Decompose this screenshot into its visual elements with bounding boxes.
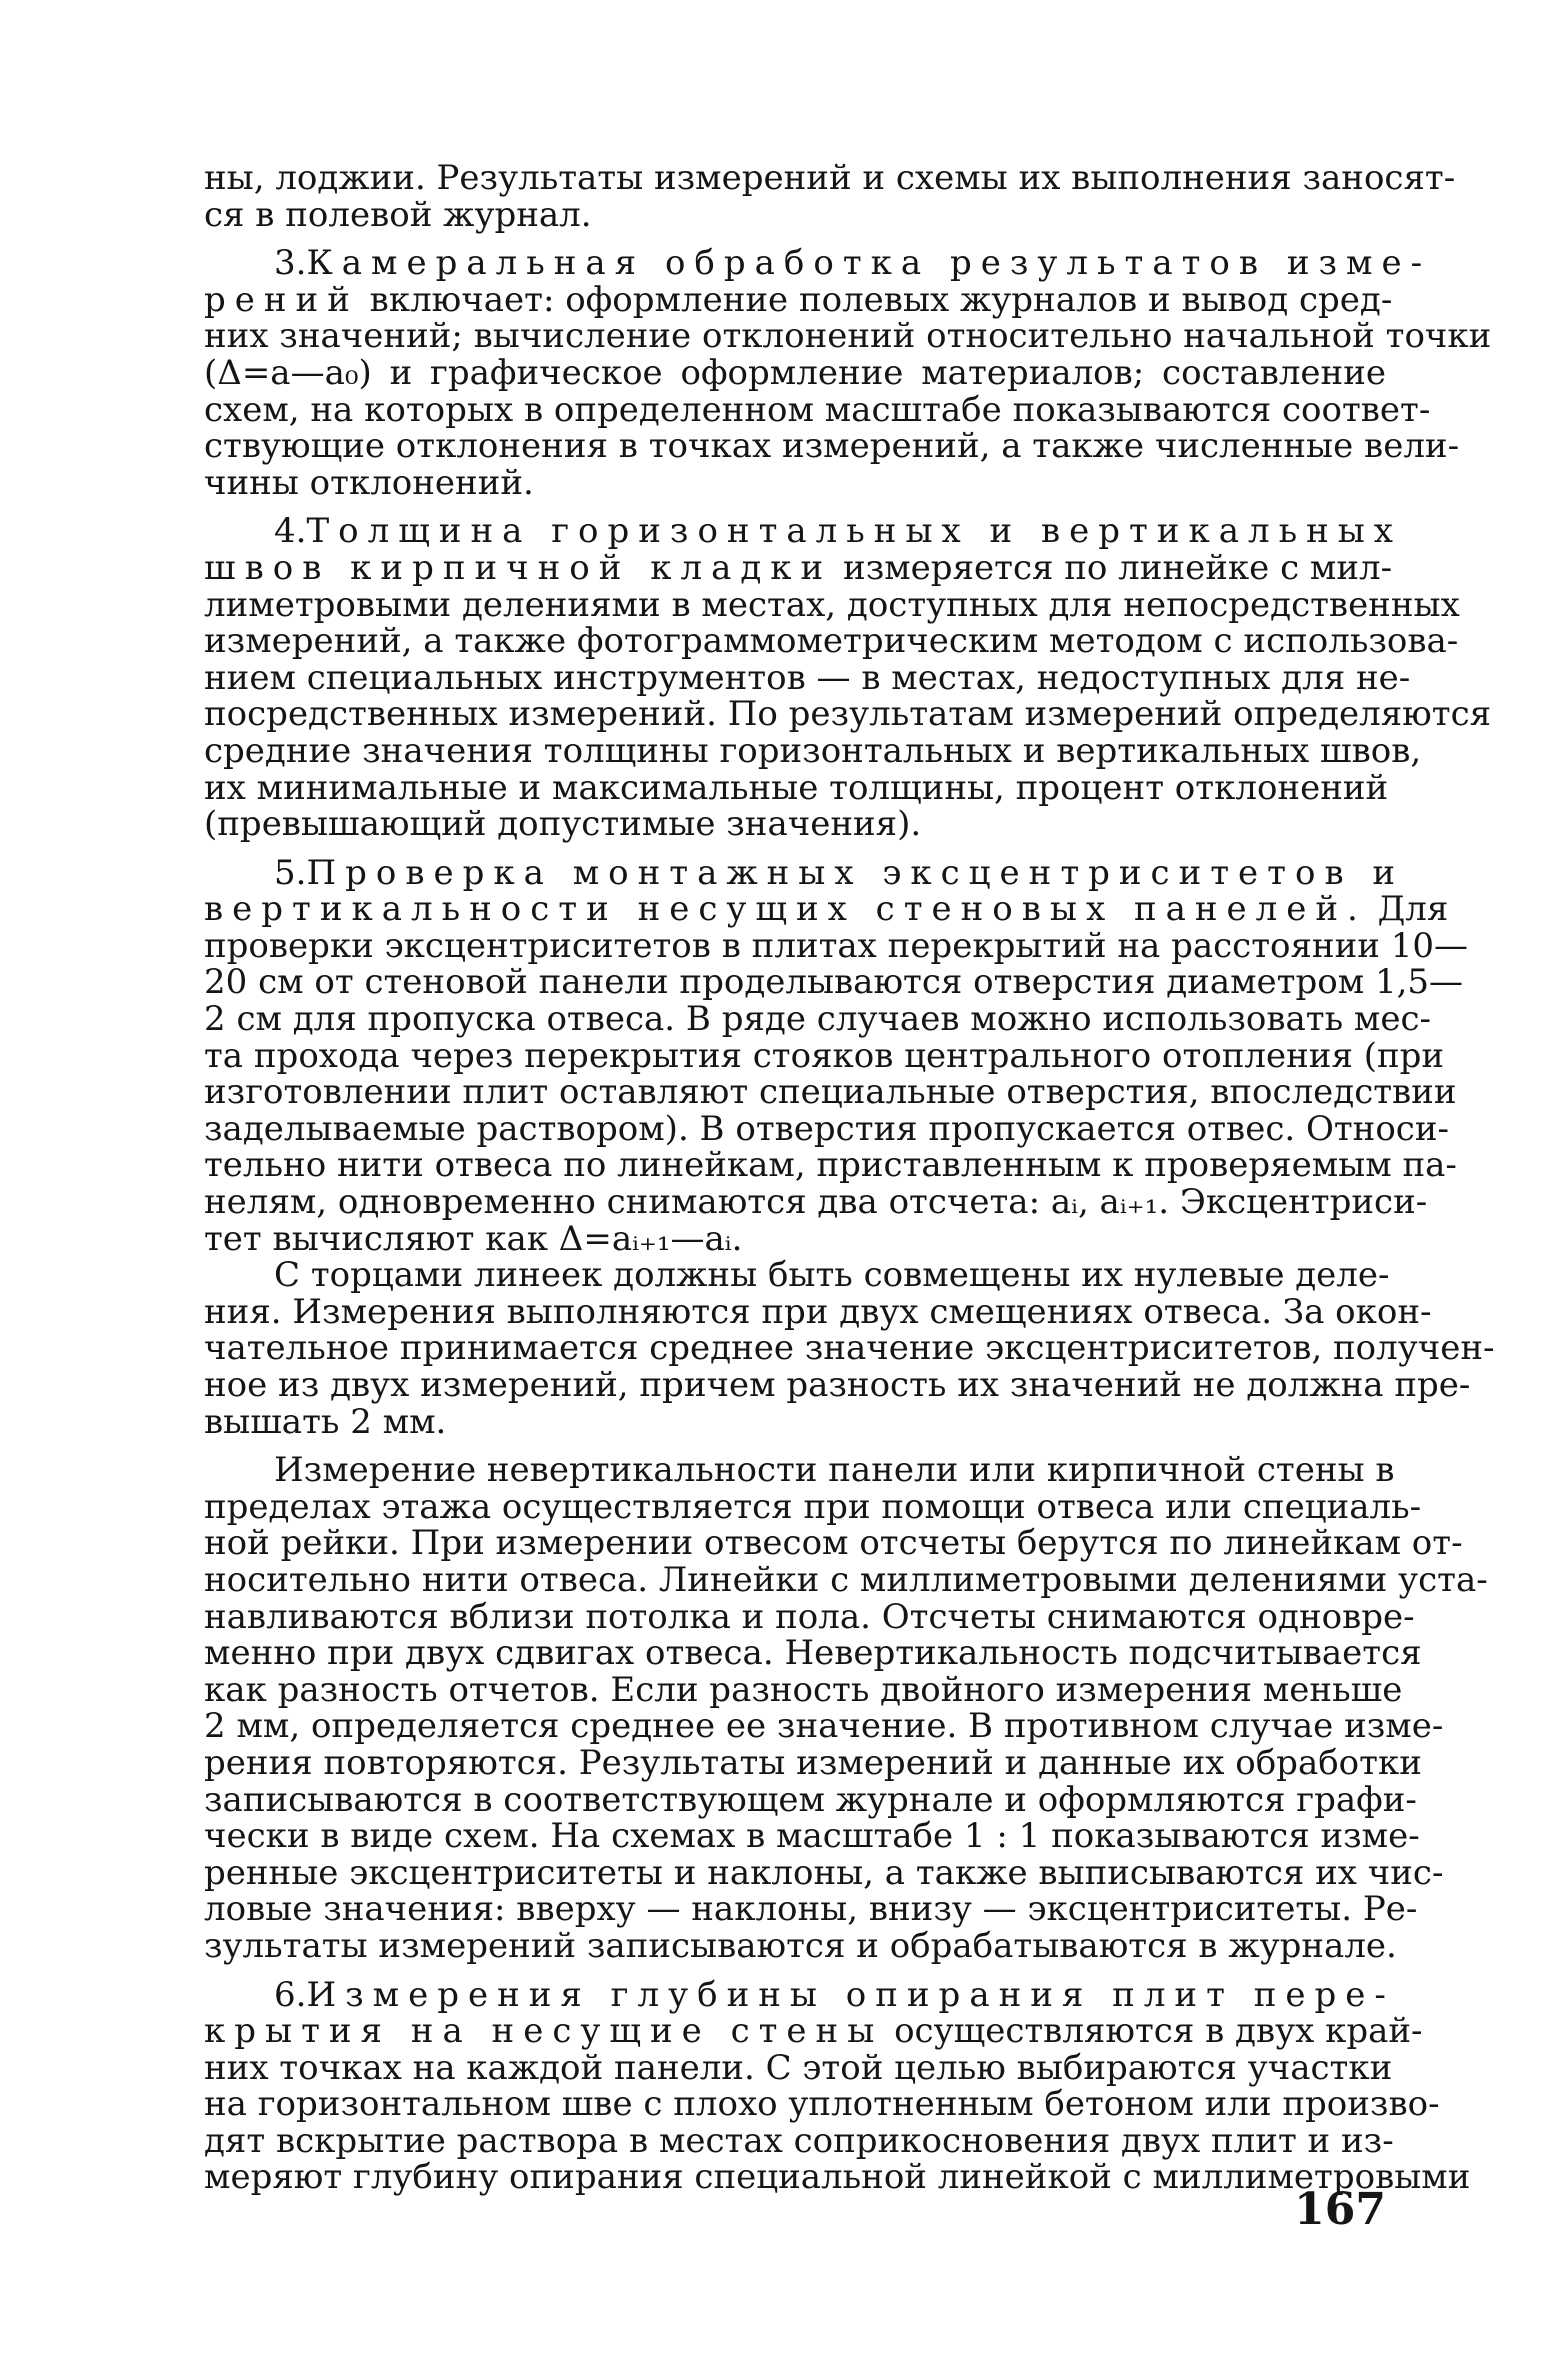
line-text: (превышающий допустимые значения).: [204, 804, 922, 845]
line-text: меряют глубину опирания специальной линейкой с миллиметровыми: [204, 2157, 1471, 2198]
line-text: рения повторяются. Результаты измерений и данные их обработки: [204, 1742, 1422, 1783]
line-text: ной рейки. При измерении отвесом отсчеты берутся по линейкам от-: [204, 1523, 1463, 1564]
line-text: схем, на которых в определенном масштабе показываются соответ-: [204, 389, 1431, 430]
text-line: [204, 2011, 1423, 2052]
line-text: та прохода через перекрытия стояков центрального отопления (при: [204, 1035, 1445, 1076]
text-line: [204, 1779, 1417, 1820]
line-text: 2 см для пропуска отвеса. В ряде случаев можно использовать мес-: [204, 999, 1431, 1040]
line-text: осуществляются в двух край-: [883, 2011, 1423, 2052]
line-text: них значений; вычисление отклонений относительно начальной точки: [204, 316, 1492, 357]
text-line: [204, 1974, 1395, 2015]
line-text: Для: [1366, 889, 1449, 930]
line-text: тет вычисляют как Δ=aᵢ₊₁—aᵢ.: [204, 1218, 743, 1259]
page-number: 167: [1294, 2184, 1386, 2235]
line-text: дят вскрытие раствора в местах соприкосновения двух плит и из-: [204, 2120, 1394, 2161]
section-number: 6.: [274, 1974, 307, 2015]
line-text: них точках на каждой панели. С этой целью выбираются участки: [204, 2047, 1393, 2088]
line-text: тельно нити отвеса по линейкам, приставленным к проверяемым па-: [204, 1145, 1457, 1186]
text-line: [204, 1450, 1395, 1491]
text-line: [204, 1072, 1457, 1113]
text-line: [204, 806, 1386, 843]
text-line: [204, 1633, 1422, 1674]
text-line: [204, 389, 1431, 430]
line-text: заделываемые раствором). В отверстия пропускается отвес. Относи-: [204, 1108, 1449, 1149]
line-text: зультаты измерений записываются и обрабатываются в журнале.: [204, 1925, 1397, 1966]
line-text: их минимальные и максимальные толщины, процент отклонений: [204, 767, 1389, 808]
text-line: [204, 694, 1492, 735]
page-body: [204, 158, 1495, 2198]
text-line: [204, 1669, 1403, 1710]
text-line: [204, 1218, 1386, 1259]
section-heading-continuation: вертикальности несущих стеновых панелей.: [204, 889, 1367, 930]
text-line: [204, 584, 1460, 625]
text-line: [204, 2047, 1393, 2088]
text-line: [204, 547, 1393, 588]
line-text: ренные эксцентриситеты и наклоны, а также выписываются их чис-: [204, 1852, 1444, 1893]
text-line: [204, 1328, 1495, 1369]
text-line: [204, 279, 1393, 320]
text-line: [204, 1816, 1420, 1857]
line-text: С торцами линеек должны быть совмещены их нулевые деле-: [274, 1255, 1390, 1296]
text-line: [204, 767, 1389, 808]
line-text: ствующие отклонения в точках измерений, а также численные вели-: [204, 426, 1460, 467]
text-line: [204, 621, 1459, 662]
text-line: [204, 1255, 1390, 1296]
text-line: [204, 1925, 1397, 1966]
line-text: чины отклонений.: [204, 462, 534, 503]
line-text: на горизонтальном шве с плохо уплотненным бетоном или произво-: [204, 2084, 1440, 2125]
line-text: носительно нити отвеса. Линейки с миллиметровыми делениями уста-: [204, 1559, 1488, 1600]
line-text: включает: оформление полевых журналов и вывод сред-: [358, 279, 1393, 320]
line-text: измеряется по линейке с мил-: [832, 547, 1393, 588]
section-heading: Толщина горизонтальных и вертикальных: [306, 511, 1402, 552]
line-text: изготовлении плит оставляют специальные отверстия, впоследствии: [204, 1072, 1457, 1113]
text-line: [204, 1559, 1488, 1600]
text-line: [204, 352, 1386, 393]
text-line: [204, 1182, 1428, 1223]
text-line: [204, 999, 1431, 1040]
line-text: лиметровыми делениями в местах, доступных для непосредственных: [204, 584, 1460, 625]
line-text: (Δ=a—a₀) и графическое оформление материалов; составление: [204, 352, 1386, 393]
text-line: [204, 1889, 1418, 1930]
line-text: нелям, одновременно снимаются два отсчета: aᵢ, aᵢ₊₁. Эксцентриси-: [204, 1182, 1428, 1223]
text-line: [204, 1291, 1432, 1332]
line-text: записываются в соответствующем журнале и оформляются графи-: [204, 1779, 1417, 1820]
line-text: ся в полевой журнал.: [204, 194, 592, 235]
text-line: [204, 962, 1464, 1003]
text-line: [204, 426, 1460, 467]
section-number: 5.: [274, 852, 307, 893]
text-line: [204, 2157, 1471, 2198]
section-number: 4.: [274, 511, 307, 552]
text-line: [204, 1108, 1449, 1149]
line-text: нием специальных инструментов — в местах, недоступных для не-: [204, 657, 1411, 698]
text-line: [204, 158, 1456, 198]
line-text: вышать 2 мм.: [204, 1401, 447, 1442]
section-heading: Измерения глубины опирания плит пере-: [306, 1974, 1395, 2015]
line-text: 20 см от стеновой панели проделываются отверстия диаметром 1,5—: [204, 962, 1464, 1003]
text-line: [204, 1596, 1415, 1637]
section-heading: Проверка монтажных эксцентриситетов и: [306, 852, 1405, 893]
text-line: [204, 1365, 1471, 1405]
line-text: измерений, а также фотограммометрическим методом с использова-: [204, 621, 1459, 662]
text-line: [204, 2084, 1440, 2125]
section-heading-continuation: крытия на несущие стены: [204, 2011, 884, 2052]
line-text: ны, лоджии. Результаты измерений и схемы их выполнения заносят-: [204, 158, 1456, 198]
line-text: ловые значения: вверху — наклоны, внизу — эксцентриситеты. Ре-: [204, 1889, 1418, 1930]
text-line: [204, 1523, 1463, 1564]
section-heading: Камеральная обработка результатов изме-: [306, 243, 1432, 284]
line-text: чески в виде схем. На схемах в масштабе 1 : 1 показываются изме-: [204, 1816, 1420, 1857]
text-line: [204, 730, 1422, 771]
text-line: [204, 657, 1411, 698]
text-line: [204, 2120, 1394, 2161]
text-line: [204, 1486, 1422, 1527]
text-line: [204, 316, 1492, 357]
section-number: 3.: [274, 243, 307, 284]
text-line: [204, 462, 1386, 503]
text-line: [204, 194, 1386, 235]
line-text: пределах этажа осуществляется при помощи отвеса или специаль-: [204, 1486, 1422, 1527]
line-text: средние значения толщины горизонтальных и вертикальных швов,: [204, 730, 1422, 771]
line-text: навливаются вблизи потолка и пола. Отсчеты снимаются одновре-: [204, 1596, 1415, 1637]
line-text: 2 мм, определяется среднее ее значение. В противном случае изме-: [204, 1706, 1444, 1747]
line-text: ния. Измерения выполняются при двух смещениях отвеса. За окон-: [204, 1291, 1432, 1332]
line-text: проверки эксцентриситетов в плитах перекрытий на расстоянии 10—: [204, 925, 1468, 966]
section-heading-continuation: швов кирпичной кладки: [204, 547, 833, 588]
text-line: [204, 889, 1449, 930]
section-heading-continuation: рений: [204, 279, 359, 320]
text-line: [204, 925, 1468, 966]
text-line: [204, 1706, 1444, 1747]
text-line: [204, 1145, 1457, 1186]
line-text: чательное принимается среднее значение эксцентриситетов, получен-: [204, 1328, 1495, 1369]
line-text: Измерение невертикальности панели или кирпичной стены в: [274, 1450, 1395, 1491]
line-text: как разность отчетов. Если разность двойного измерения меньше: [204, 1669, 1403, 1710]
text-line: [204, 1035, 1445, 1076]
text-line: [204, 852, 1405, 893]
line-text: ное из двух измерений, причем разность их значений не должна пре-: [204, 1365, 1471, 1405]
line-text: менно при двух сдвигах отвеса. Невертикальность подсчитывается: [204, 1633, 1422, 1674]
text-line: [204, 511, 1402, 552]
text-line: [204, 1401, 1386, 1442]
line-text: посредственных измерений. По результатам измерений определяются: [204, 694, 1492, 735]
text-line: [204, 243, 1432, 284]
text-line: [204, 1742, 1422, 1783]
text-line: [204, 1852, 1444, 1893]
